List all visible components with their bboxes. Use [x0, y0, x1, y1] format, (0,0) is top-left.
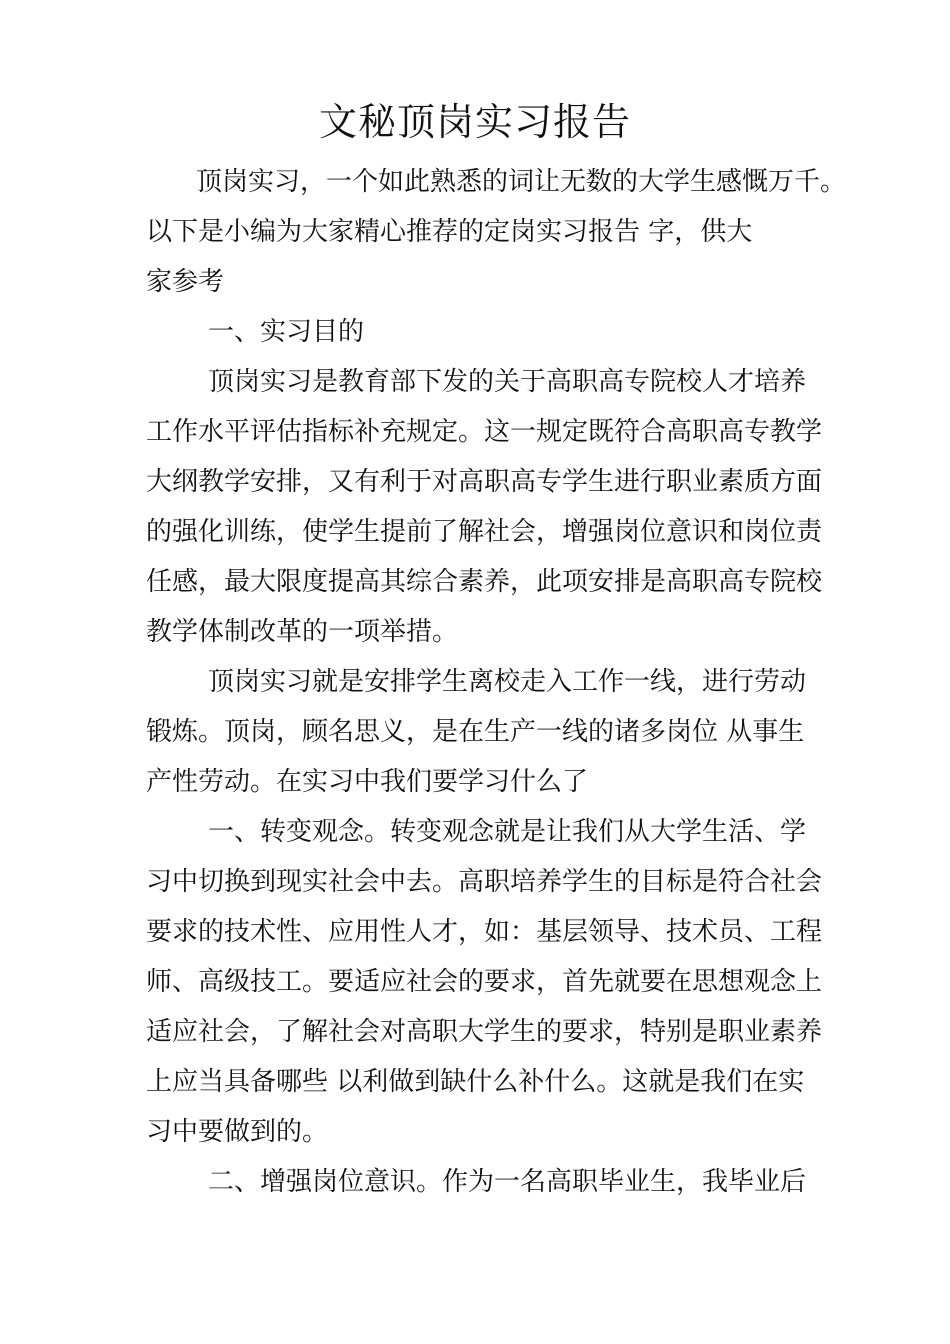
paragraph-line: 顶岗实习就是安排学生离校走入工作一线，进行劳动 — [208, 667, 807, 697]
paragraph-line: 产性劳动。在实习中我们要学习什么了 — [146, 767, 589, 797]
paragraph-line: 任感，最大限度提高其综合素养，此项安排是高职高专院校 — [146, 567, 823, 597]
paragraph-line: 师、高级技工。要适应社会的要求，首先就要在思想观念上 — [146, 967, 823, 997]
paragraph-line: 大纲教学安排，又有利于对高职高专学生进行职业素质方面 — [146, 467, 823, 497]
paragraph-line: 一、转变观念。转变观念就是让我们从大学生活、学 — [208, 817, 807, 847]
section-heading: 一、实习目的 — [208, 317, 365, 347]
paragraph-line: 习中切换到现实社会中去。高职培养学生的目标是符合社会 — [146, 867, 823, 897]
document-title: 文秘顶岗实习报告 — [318, 100, 631, 144]
paragraph-line: 上应当具备哪些 以利做到缺什么补什么。这就是我们在实 — [146, 1067, 805, 1097]
paragraph-line: 锻炼。顶岗，顾名思义，是在生产一线的诸多岗位 从事生 — [146, 717, 805, 747]
paragraph-line: 以下是小编为大家精心推荐的定岗实习报告 字，供大 — [146, 217, 753, 247]
paragraph-line: 教学体制改革的一项举措。 — [146, 617, 459, 647]
paragraph-line: 顶岗实习是教育部下发的关于高职高专院校人才培养 — [208, 367, 807, 397]
paragraph-line: 习中要做到的。 — [146, 1117, 329, 1147]
paragraph-line: 适应社会，了解社会对高职大学生的要求，特别是职业素养 — [146, 1017, 823, 1047]
paragraph-line: 二、增强岗位意识。作为一名高职毕业生，我毕业后 — [208, 1167, 807, 1197]
paragraph-line: 顶岗实习，一个如此熟悉的词让无数的大学生感慨万千。 — [196, 167, 847, 197]
paragraph-line: 工作水平评估指标补充规定。这一规定既符合高职高专教学 — [146, 417, 823, 447]
paragraph-line: 的强化训练，使学生提前了解社会，增强岗位意识和岗位责 — [146, 517, 823, 547]
paragraph-line: 家参考 — [146, 267, 225, 297]
paragraph-line: 要求的技术性、应用性人才，如：基层领导、技术员、工程 — [146, 917, 823, 947]
